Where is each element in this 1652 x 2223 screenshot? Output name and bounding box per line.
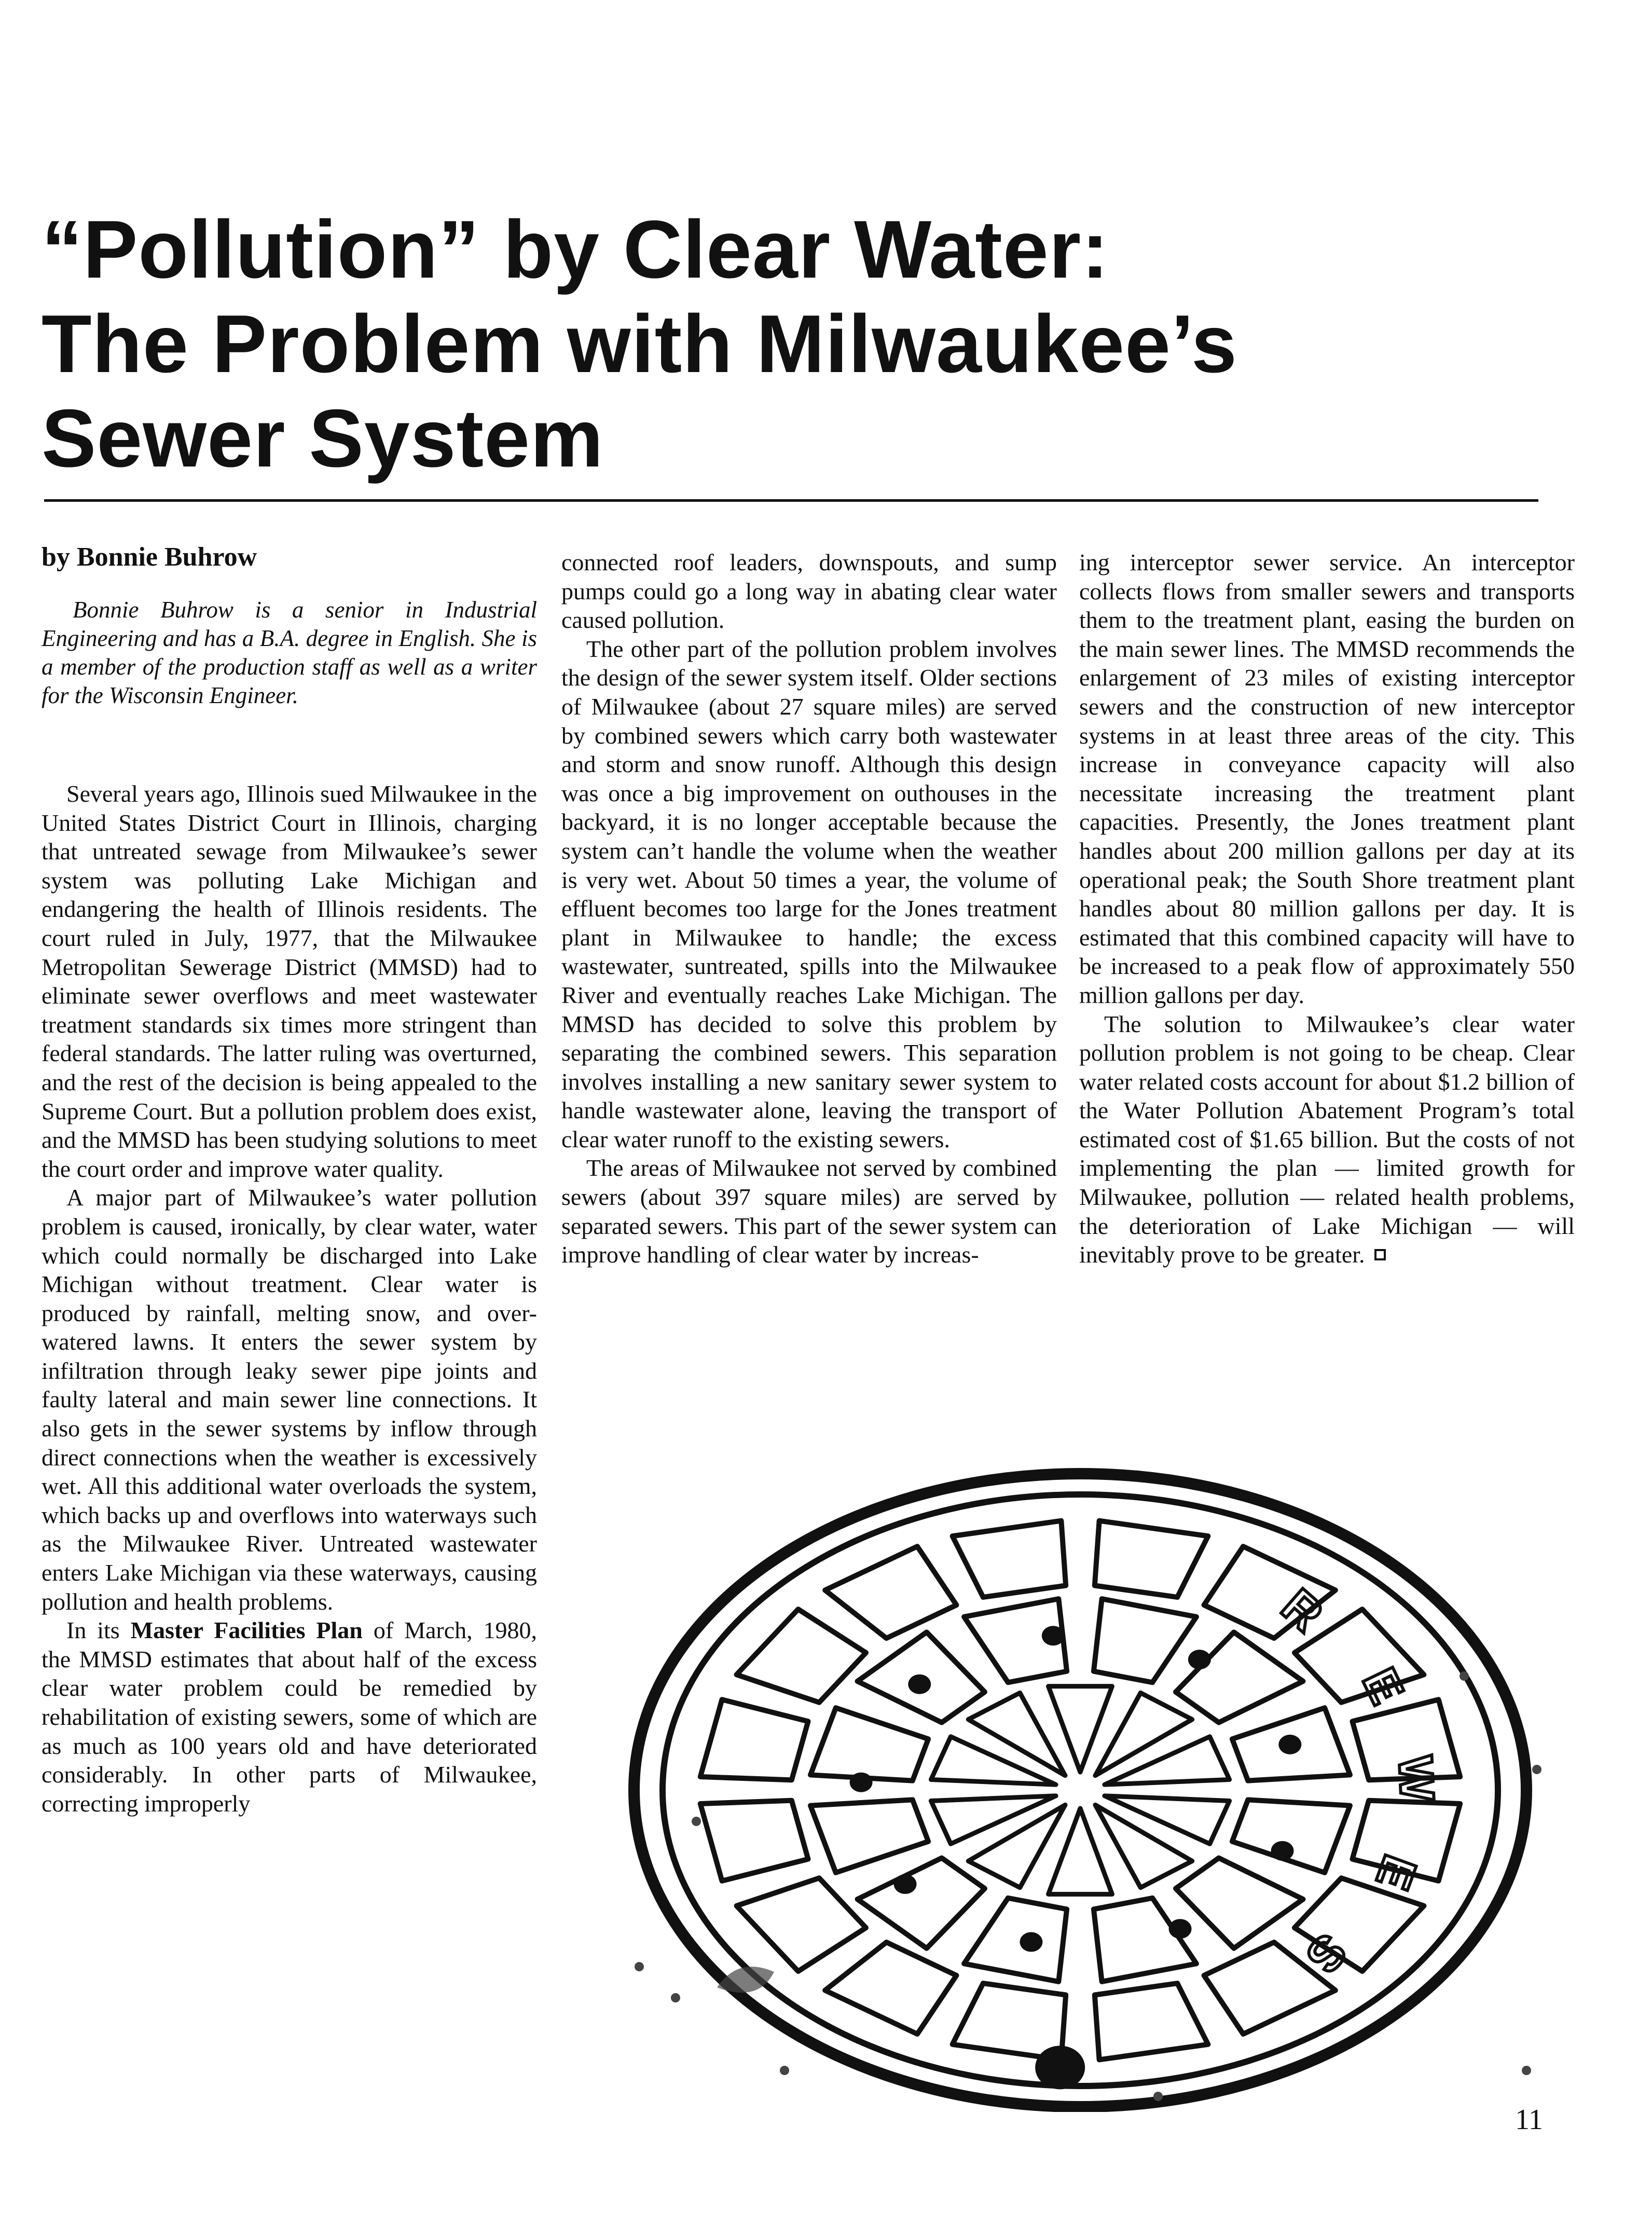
manhole-cover-icon [634,1474,1541,2107]
cover-pick-hole [1271,1841,1294,1861]
title-line-3: Sewer System [42,393,604,484]
paragraph-lead: In its [66,1617,120,1644]
title-divider [44,499,1538,502]
title-line-1: “Pollution” by Clear Water: [42,204,1109,295]
cover-letter: E [1352,1660,1414,1712]
column-1 [42,779,537,1818]
paragraph: A major part of Milwaukee’s water pollution problem is caused, ironically, by clear water, water which could normally be discharged into Lake Michigan without treatment. Clear water is produced by rainfall, melting snow, and over-watered lawns. It enters the sewer system by infiltration through leaky sewer pipe joints and faulty lateral and main sewer line connections. It also gets in the sewer systems by inflow through direct connections when the weather is excessively wet. All this additional water overloads the system, which backs up and overflows into waterways such as the Milwaukee River. Untreated wastewater enters Lake Michigan via these waterways, causing pollution and health problems. [42,1184,537,1615]
paragraph: The other part of the pollution problem involves the design of the sewer system itself. Older sections of Milwaukee (about 27 square miles) are served by combined sewers which carry both wastewater and storm and snow runoff. Although this design was once a big improvement on outhouses in the backyard, it is no longer acceptable because the system can’t handle the volume when the weather is very wet. About 50 times a year, the volume of effluent becomes too large for the Jones treatment plant in Milwaukee to handle; the excess wastewater, suntreated, spills into the Milwaukee River and eventually reaches Lake Michigan. The MMSD has decided to solve this problem by separating the combined sewers. This separation involves installing a new sanitary sewer system to handle wastewater alone, leaving the transport of clear water runoff to the existing sewers. [561,635,1057,1152]
cover-drain-hole [1035,2046,1085,2089]
cover-letter: R [1272,1579,1333,1642]
column-3 [1079,548,1575,1269]
grime-speck [671,1993,680,2002]
cover-pick-hole [908,1675,931,1694]
cover-letter: S [1296,1924,1357,1983]
grime-speck [635,1962,644,1971]
cover-pick-hole [894,1874,917,1894]
author-bio-text: Bonnie Buhrow is a senior in Industrial Engineering and has a B.A. degree in English. She is a member of the production staff as well as a writer for the Wisconsin Engineer. [42,597,537,708]
page-number: 11 [1515,2104,1543,2136]
paragraph [1079,1010,1575,1269]
grime-speck [692,1817,701,1826]
grime-speck [1460,1671,1469,1681]
paragraph: Several years ago, Illinois sued Milwaukee in the United States District Court in Illinois, charging that untreated sewage from Milwaukee’s sewer system was polluting Lake Michigan and endangering the health of Illinois residents. The court ruled in July, 1977, that the Milwaukee Metropolitan Sewerage District (MMSD) had to eliminate sewer overflows and meet wastewater treatment standards six times more stringent than federal standards. The latter ruling was overturned, and the rest of the decision is being appealed to the Supreme Court. But a pollution problem does exist, and the MMSD has been studying solutions to meet the court order and improve water quality. [42,780,537,1182]
manhole-cover-photo [561,1458,1594,2112]
cover-pick-hole [850,1773,873,1792]
title-line-2: The Problem with Milwaukee’s [42,298,1237,390]
grime-speck [780,2066,789,2075]
paragraph: ing interceptor sewer service. An interceptor collects flows from smaller sewers and transports them to the treatment plant, easing the burden on the main sewer lines. The MMSD recommends the enlargement of 23 miles of existing interceptor sewers and the construction of new interceptor systems in at least three areas of the city. This increase in conveyance capacity will also necessitate increasing the treatment plant capacities. Presently, the Jones treatment plant handles about 200 million gallons per day at its operational peak; the South Shore treatment plant handles about 80 million gallons per day. It is estimated that this combined capacity will have to be increased to a peak flow of approximately 550 million gallons per day. [1079,549,1575,1008]
article-title [42,202,1546,486]
paragraph-text: The solution to Milwaukee’s clear water pollution problem is not going to be cheap. Clear water related costs account for about $1.2 billion of the Water Pollution Abatement Program’s total estimated cost of $1.65 billion. But the costs of not implementing the plan — limited growth for Milwaukee, pollution — related health problems, the deterioration of Lake Michigan — will inevitably prove to be greater. [1079,1010,1575,1268]
end-mark-icon [1374,1249,1386,1260]
grime-speck [1153,2092,1163,2101]
grime-speck [1522,2066,1531,2075]
paragraph-rest: of March, 1980, the MMSD estimates that about half of the excess clear water problem could be remedied by rehabilitation of existing sewers, some of which are as much as 100 years old and have deteriorated considerably. In other parts of Milwaukee, correcting improperly [42,1617,538,1817]
paragraph [42,1616,537,1818]
plan-title: Master Facilities Plan [130,1617,363,1644]
cover-pick-hole [1042,1626,1065,1645]
cover-letter: W [1388,1754,1444,1802]
cover-pick-hole [1188,1650,1211,1669]
author-bio [42,596,537,710]
paragraph: connected roof leaders, downspouts, and sump pumps could go a long way in abating clear water caused pollution. [561,549,1057,634]
cover-pick-hole [1169,1919,1192,1939]
byline: by Bonnie Buhrow [42,542,257,572]
grime-speck [1532,1765,1541,1774]
column-2 [561,548,1057,1269]
cover-pick-hole [1278,1735,1301,1754]
paragraph: The areas of Milwaukee not served by combined sewers (about 397 square miles) are served by separated sewers. This part of the sewer system can improve handling of clear water by increas- [561,1155,1057,1268]
cover-pick-hole [1020,1932,1042,1952]
cover-letter: E [1366,1848,1427,1897]
